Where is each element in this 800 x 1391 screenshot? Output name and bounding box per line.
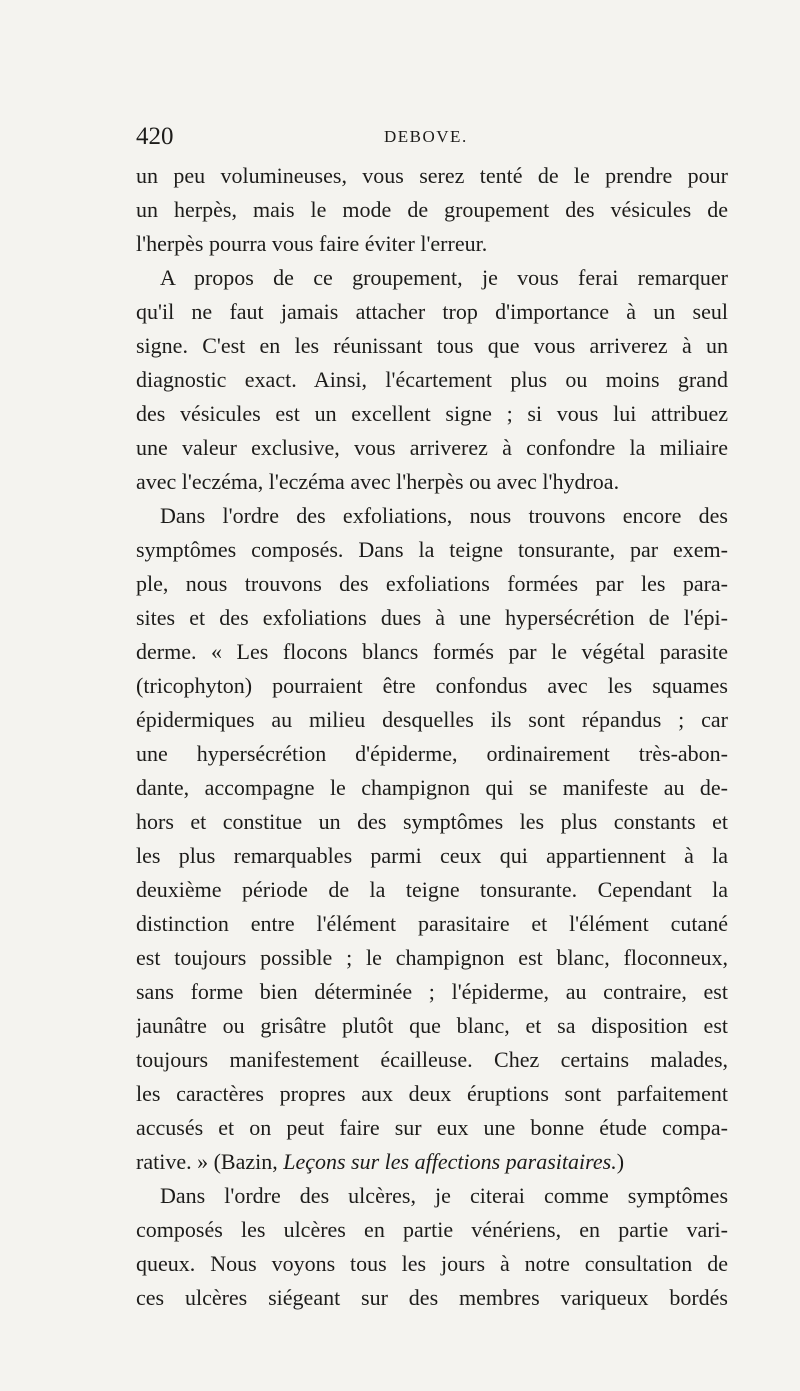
text-line: Dans l'ordre des exfoliations, nous trouvons encore des <box>160 503 728 528</box>
page-header <box>136 120 728 154</box>
text-line: qu'il ne faut jamais attacher trop d'importance à un seul <box>136 299 728 324</box>
text-line: composés les ulcères en partie vénériens, en partie vari- <box>136 1217 728 1242</box>
text-line: des vésicules est un excellent signe ; si vous lui attribuez <box>136 401 728 426</box>
citation-title: Leçons sur les affections parasitaires. <box>283 1149 617 1174</box>
text-line: une hypersécrétion d'épiderme, ordinairement très-abon- <box>136 741 728 766</box>
text-line: épidermiques au milieu desquelles ils sont répandus ; car <box>136 707 728 732</box>
text-line: derme. « Les flocons blancs formés par le végétal parasite <box>136 639 728 664</box>
text-line: diagnostic exact. Ainsi, l'écartement plus ou moins grand <box>136 367 728 392</box>
text-line: les plus remarquables parmi ceux qui appartiennent à la <box>136 843 728 868</box>
text-line: (tricophyton) pourraient être confondus avec les squames <box>136 673 728 698</box>
citation-lead: rative. » (Bazin, <box>136 1149 284 1174</box>
text-line: un herpès, mais le mode de groupement des vésicules de <box>136 197 728 222</box>
text-line: dante, accompagne le champignon qui se manifeste au de- <box>136 775 728 800</box>
text-line: A propos de ce groupement, je vous ferai remarquer <box>160 265 728 290</box>
text-line: l'herpès pourra vous faire éviter l'erreur. <box>136 231 488 256</box>
text-line: est toujours possible ; le champignon est blanc, floconneux, <box>136 945 728 970</box>
citation-end: ) <box>616 1149 625 1174</box>
text-line: hors et constitue un des symptômes les plus constants et <box>136 809 728 834</box>
body-text <box>136 159 728 1315</box>
text-line: Dans l'ordre des ulcères, je citerai comme symptômes <box>160 1183 728 1208</box>
text-line: sites et des exfoliations dues à une hypersécrétion de l'épi- <box>136 605 728 630</box>
text-line: les caractères propres aux deux éruptions sont parfaitement <box>136 1081 728 1106</box>
text-line: accusés et on peut faire sur eux une bonne étude compa- <box>136 1115 728 1140</box>
text-line: ces ulcères siégeant sur des membres variqueux bordés <box>136 1285 728 1310</box>
text-line: distinction entre l'élément parasitaire et l'élément cutané <box>136 911 728 936</box>
text-line: ple, nous trouvons des exfoliations formées par les para- <box>136 571 728 596</box>
text-line: deuxième période de la teigne tonsurante. Cependant la <box>136 877 728 902</box>
page-number: 420 <box>136 123 174 150</box>
text-line: signe. C'est en les réunissant tous que vous arriverez à un <box>136 333 728 358</box>
text-line: queux. Nous voyons tous les jours à notre consultation de <box>136 1251 728 1276</box>
text-line: symptômes composés. Dans la teigne tonsurante, par exem- <box>136 537 728 562</box>
text-line: toujours manifestement écailleuse. Chez certains malades, <box>136 1047 728 1072</box>
text-line: avec l'eczéma, l'eczéma avec l'herpès ou avec l'hydroa. <box>136 469 620 494</box>
citation-line <box>136 1145 728 1179</box>
text-line: jaunâtre ou grisâtre plutôt que blanc, et sa disposition est <box>136 1013 728 1038</box>
text-line: un peu volumineuses, vous serez tenté de le prendre pour <box>136 163 728 188</box>
running-head: DEBOVE. <box>384 127 468 146</box>
text-line: sans forme bien déterminée ; l'épiderme, au contraire, est <box>136 979 728 1004</box>
text-line: une valeur exclusive, vous arriverez à confondre la miliaire <box>136 435 728 460</box>
